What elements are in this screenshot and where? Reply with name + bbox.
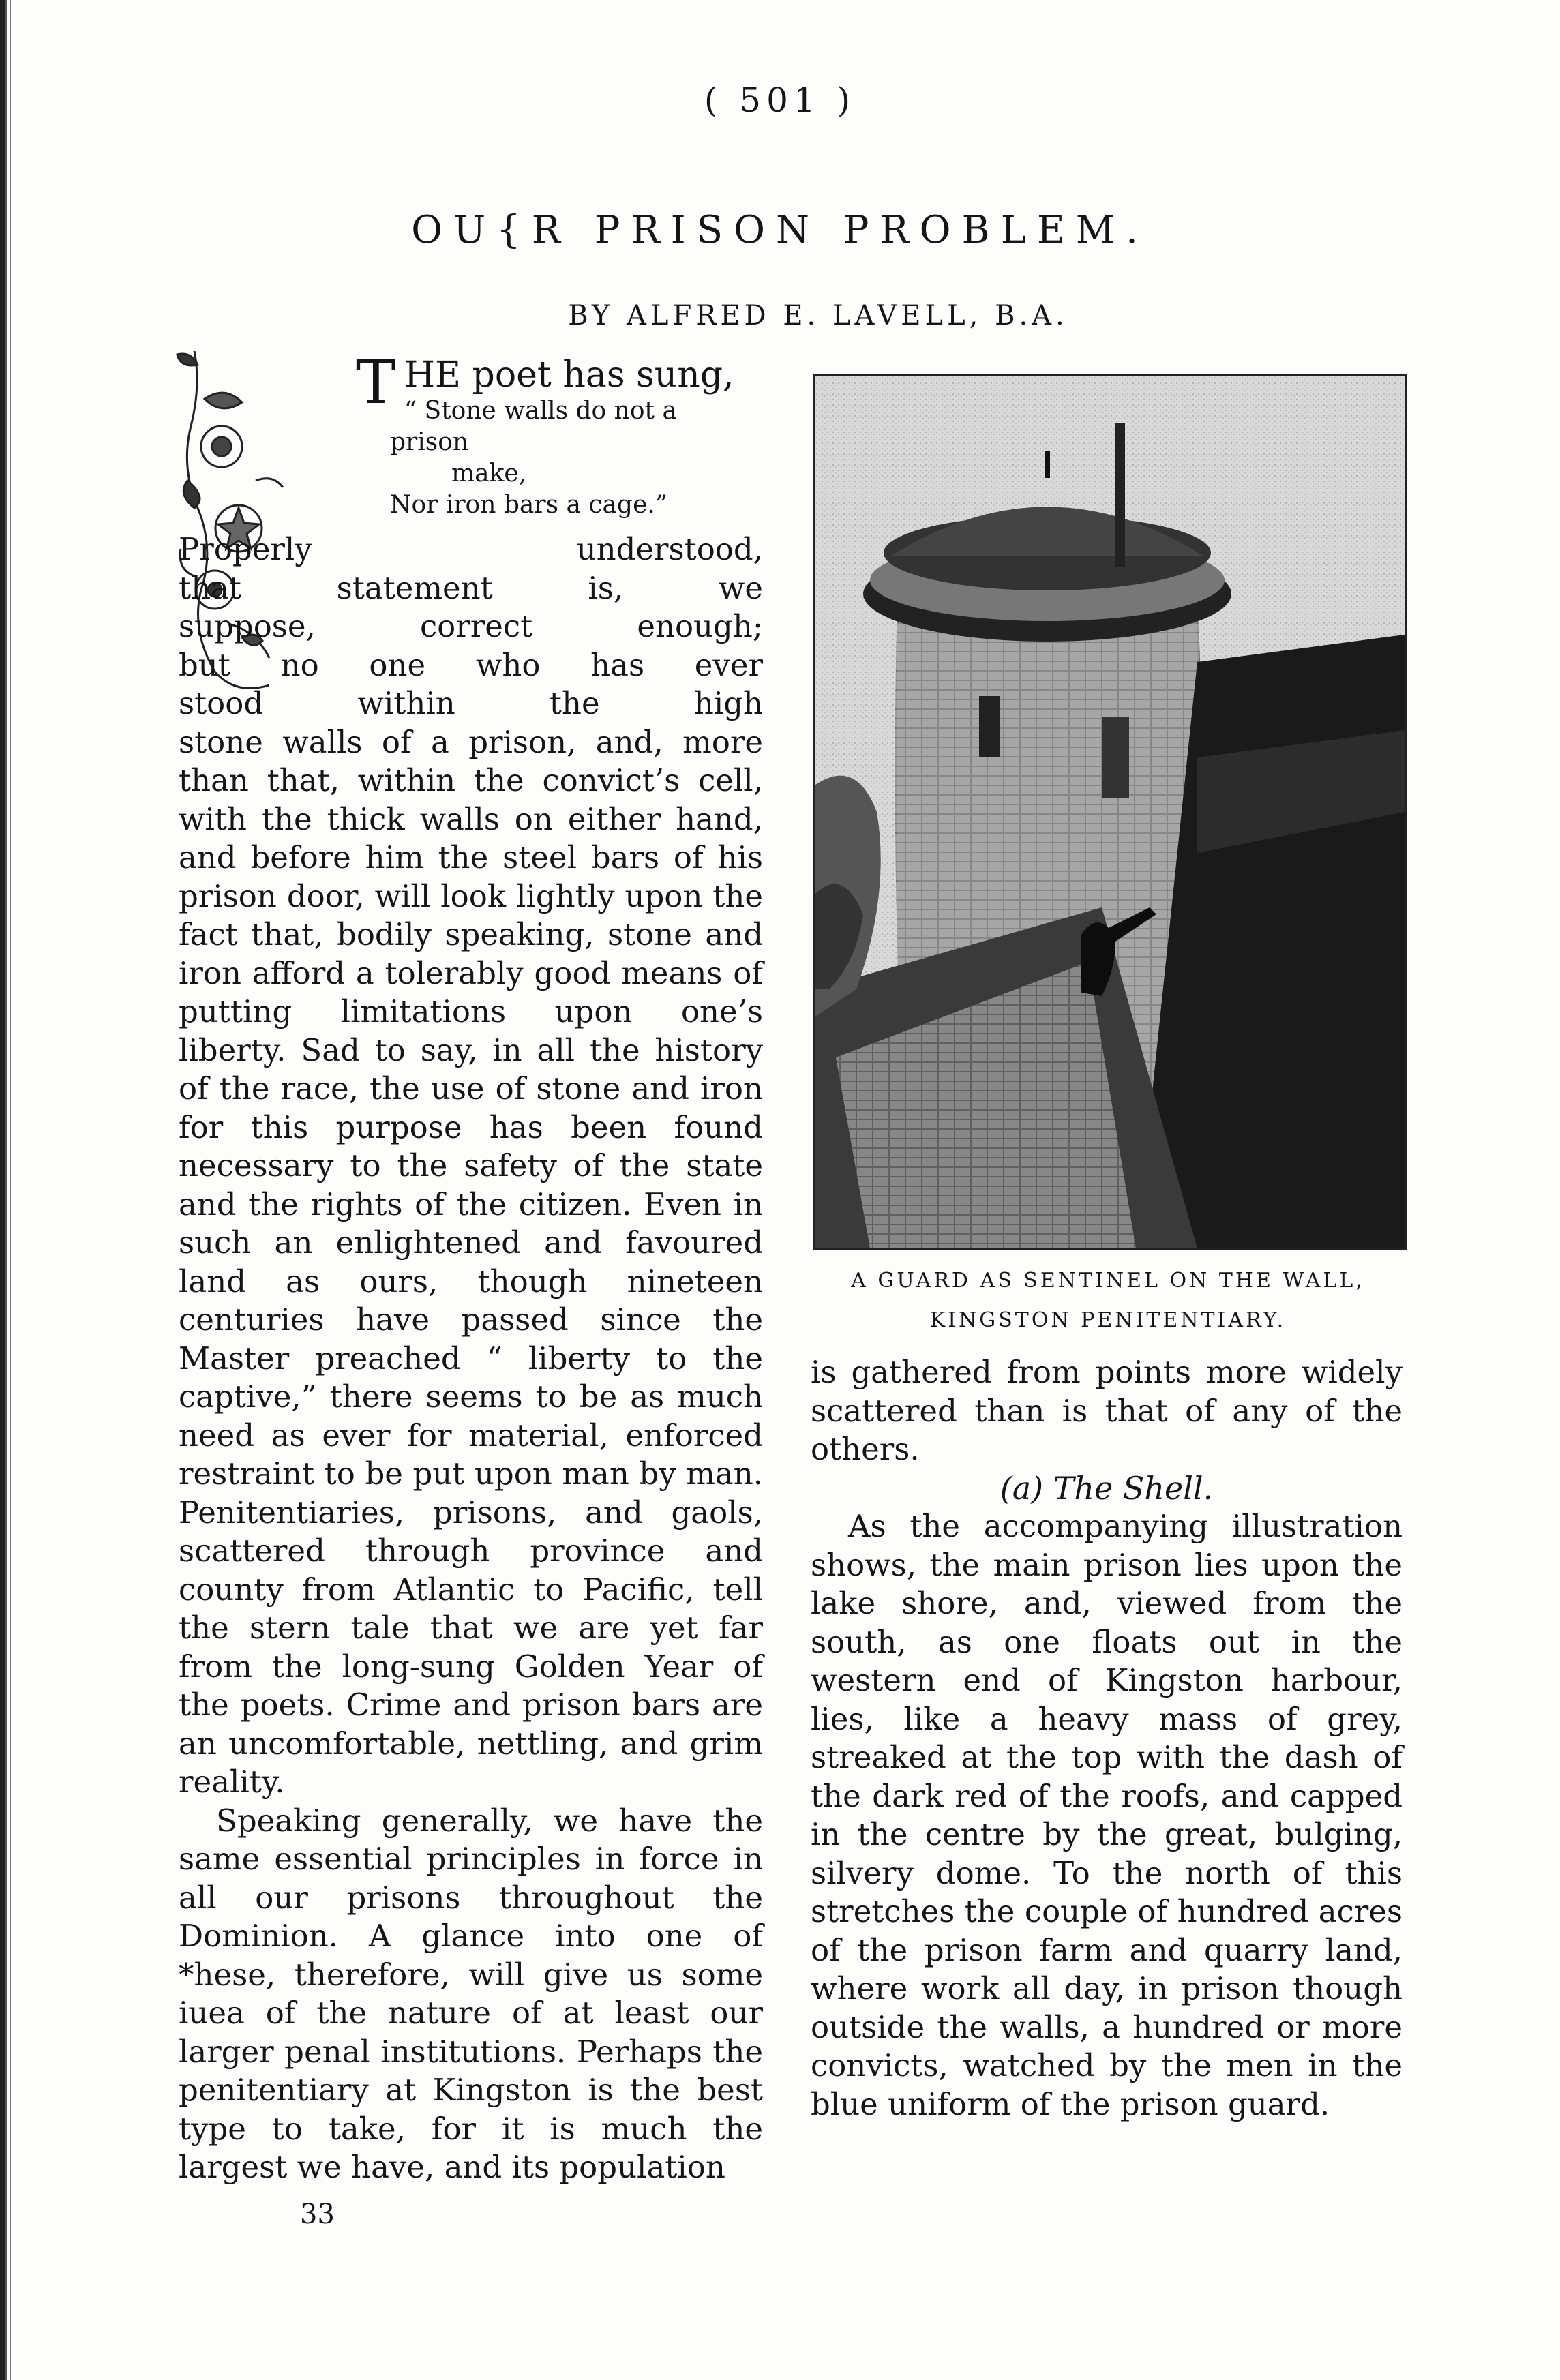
photo-caption <box>791 1261 1425 1340</box>
poem-quote <box>390 395 763 521</box>
byline: BY ALFRED E. LAVELL, B.A. <box>568 300 1068 331</box>
intro-line: but no one who has ever <box>179 646 763 683</box>
paragraph: As the accompanying illustration shows, the main prison lies upon the lake shore, and, viewed from the south, as one floats out in the western end of Kingston harbour, lies, like a heavy mass of grey, streaked at the top with the dash of the dark red of the roofs, and capped in the centre by the great, bulging, silvery dome. To the north of this stretches the couple of hundred acres of the prison farm and quarry land, where work all day, in prison though outside the walls, a hundred or more convicts, watched by the men in the blue uniform of the prison guard. <box>811 1508 1402 2122</box>
intro-line: that statement is, we <box>179 569 763 606</box>
section-subhead: (a) The Shell. <box>1000 1469 1214 1507</box>
intro-line: Properly understood, <box>179 531 763 567</box>
paragraph: is gathered from points more widely scattered than is that of any of the others. <box>811 1354 1402 1467</box>
quote-line-1b: make, <box>451 460 527 487</box>
paragraph: Speaking generally, we have the same essential principles in force in all our prisons throughout the Dominion. A glance into one of *hese, therefore, will give us some iuea of the nature of at least our larger penal institutions. Perhaps the penitentiary at Kingston is the best type to take, for it is much the largest we have, and its population <box>179 1802 763 2185</box>
caption-line-1: A GUARD AS SENTINEL ON THE WALL, <box>851 1269 1365 1293</box>
prison-photo <box>813 374 1407 1250</box>
right-column <box>811 1353 1402 2124</box>
intro-line: stood within the high <box>179 685 763 721</box>
left-column <box>179 347 763 2187</box>
quote-line-2: Nor iron bars a cage.” <box>390 491 668 519</box>
opening-text: HE poet has sung, <box>404 355 734 395</box>
intro-line: suppose, correct enough; <box>179 608 763 644</box>
guard-tower-image <box>815 376 1405 1248</box>
paragraph: stone walls of a prison, and, more than that, within the convict’s cell, with the thick walls on either hand, and before him the steel bars of his prison door, will look lightly upon the fact that, bodily speaking, stone and iron afford a tolerably good means of putting limitations upon one’s liberty. Sad to say, in all the history of the race, the use of stone and iron for this purpose has been found necessary to the safety of the state and the rights of the citizen. Even in such an enlightened and favoured land as ours, though nineteen centuries have passed since the Master preached “ liberty to the captive,” there seems to be as much need as ever for material, enforced restraint to be put upon man by man. Penitentiaries, prisons, and gaols, scattered through province and county from Atlantic to Pacific, tell the stern tale that we are yet far from the long-sung Golden Year of the poets. Crime and prison bars are an uncomfortable, nettling, and grim reality. <box>179 723 763 1800</box>
quote-line-1: “ Stone walls do not a prison <box>390 397 677 456</box>
signature-mark: 33 <box>300 2199 335 2230</box>
drop-cap: T <box>356 347 396 417</box>
article-title: OU{R PRISON PROBLEM. <box>411 208 1149 252</box>
page-edge <box>0 0 15 2380</box>
opening-line <box>356 347 763 417</box>
page-number: ( 501 ) <box>704 80 856 120</box>
caption-line-2: KINGSTON PENITENTIARY. <box>929 1308 1287 1332</box>
